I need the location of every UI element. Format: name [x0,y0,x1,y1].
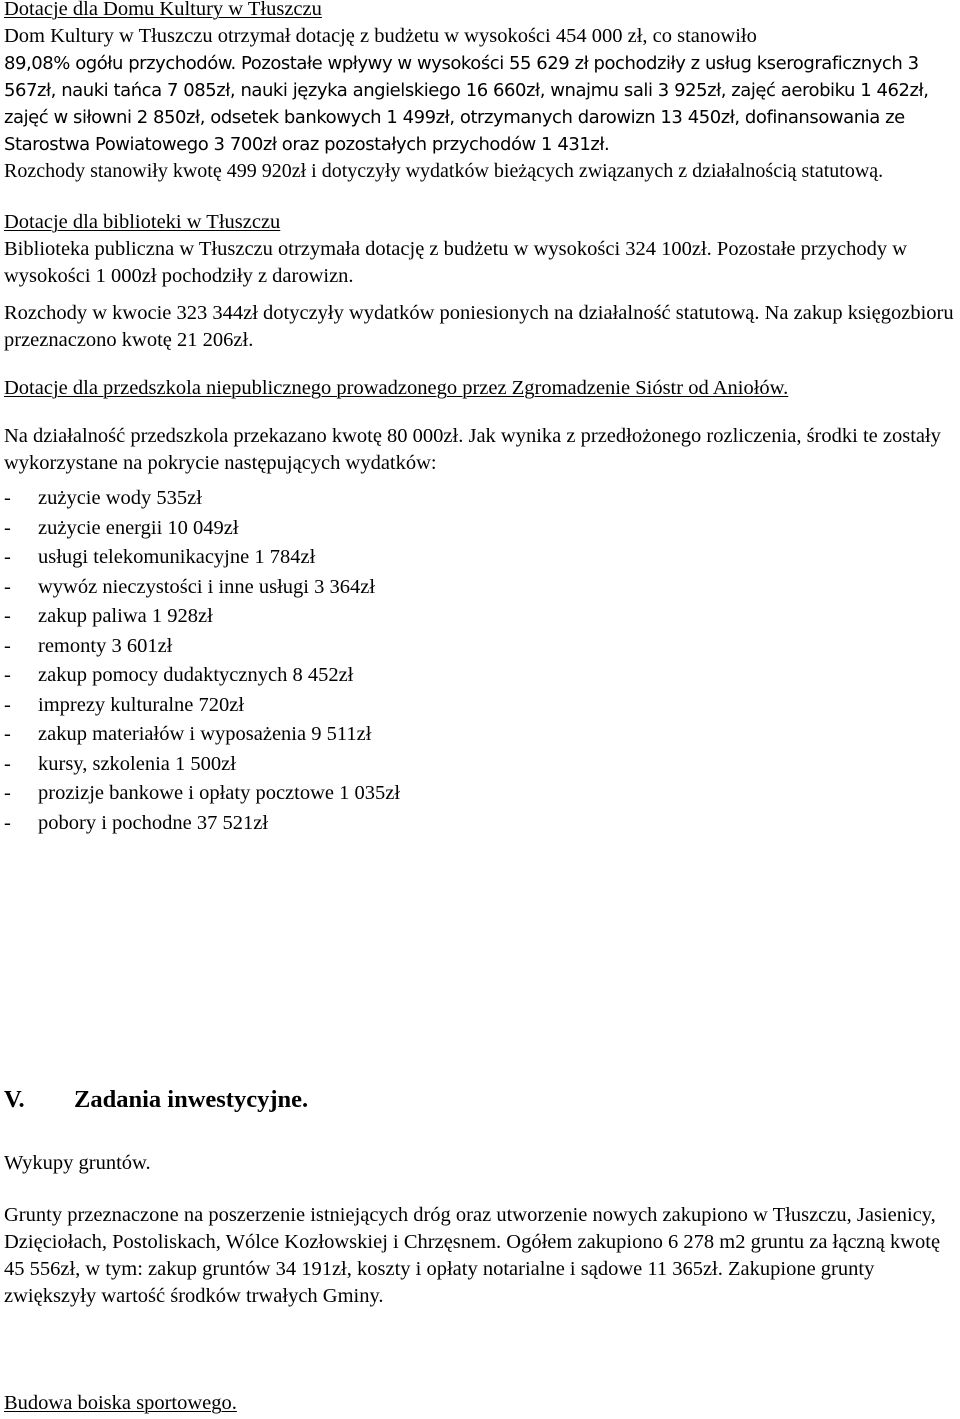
expense-item [4,779,958,809]
dash-bullet: - [4,752,11,775]
expense-item [4,720,958,750]
dash-bullet: - [4,516,11,539]
dash-bullet: - [4,664,11,686]
expense-item [4,573,958,603]
biblioteka-heading: Dotacje dla biblioteki w Tłuszczu [4,211,281,233]
grunty-section [4,1150,954,1310]
dash-bullet: - [4,546,11,568]
biblioteka-income: Biblioteka publiczna w Tłuszczu otrzymała dotację z budżetu w wysokości 324 100zł. Pozostałe przychody w wysokości 1 000zł pochodziły z darowizn. [4,238,908,287]
przedszkole-heading: Dotacje dla przedszkola niepublicznego prowadzonego przez Zgromadzenie Sióstr od Aniołów. [4,377,789,399]
expense-item [4,691,958,721]
expense-text: pobory i pochodne 37 521zł [38,811,269,834]
expense-item [4,514,958,544]
grunty-body: Grunty przeznaczone na poszerzenie istniejących dróg oraz utworzenie nowych zakupiono w Tłuszczu, Jasienicy, Dzięciołach, Postoliskach, Wólce Kozłowskiej i Chrzęsnem. Ogółem zakupiono 6 278 m2 gruntu za łączną kwotę 45 556zł, w tym: zakup gruntów 34 191zł, koszty i opłaty notarialne i sądowe 11 365zł. Zakupione grunty zwiększyły wartość środków trwałych Gminy. [4,1204,941,1307]
przedszkole-intro: Na działalność przedszkola przekazano kwotę 80 000zł. Jak wynika z przedłożonego rozliczenia, środki te zostały wykorzystane na pokrycie następujących wydatków: [4,425,941,474]
biblioteka-section [4,209,958,354]
expense-item [4,632,958,662]
expense-text: zakup pomocy dudaktycznych 8 452zł [38,664,354,686]
chapter-number: V. [4,1086,25,1113]
expense-text: kursy, szkolenia 1 500zł [38,752,236,775]
expense-text: zużycie wody 535zł [38,487,202,509]
boisko-heading: Budowa boiska sportowego. [4,1392,237,1414]
expense-text: imprezy kulturalne 720zł [38,693,245,716]
dash-bullet: - [4,575,11,598]
dom-kultury-lead: Dom Kultury w Tłuszczu otrzymał dotację z budżetu w wysokości 454 000 zł, co stanowiło [4,25,757,47]
expense-text: usługi telekomunikacyjne 1 784zł [38,546,316,568]
expense-text: prozizje bankowe i opłaty pocztowe 1 035zł [38,782,401,804]
dash-bullet: - [4,487,11,509]
expense-text: zakup materiałów i wyposażenia 9 511zł [38,723,372,745]
chapter-title: Zadania inwestycyjne. [74,1086,309,1113]
biblioteka-expenses: Rozchody w kwocie 323 344zł dotyczyły wydatków poniesionych na działalność statutową. Na zakup księgozbioru przeznaczono kwotę 21 206zł. [4,302,954,351]
expense-text: wywóz nieczystości i inne usługi 3 364zł [38,575,376,598]
grunty-subheading: Wykupy gruntów. [4,1152,151,1174]
expense-text: zużycie energii 10 049zł [38,516,239,539]
dom-kultury-section [4,0,958,185]
dash-bullet: - [4,693,11,716]
dash-bullet: - [4,634,11,657]
dash-bullet: - [4,605,11,627]
expense-item [4,484,958,514]
chapter-heading [4,1084,308,1116]
przedszkole-expense-list [4,484,958,838]
expense-item [4,750,958,780]
dash-bullet: - [4,811,11,834]
dom-kultury-income: 89,08% ogółu przychodów. Pozostałe wpływy w wysokości 55 629 zł pochodziły z usług kserograficznych 3 567zł, nauki tańca 7 085zł, nauki języka angielskiego 16 660zł, wnajmu sali 3 925zł, zajęć aerobiku 1 462zł, zajęć w siłowni 2 850zł, odsetek bankowych 1 499zł, otrzymanych darowizn 13 450zł, dofinansowania ze Starostwa Powiatowego 3 700zł oraz pozostałych przychodów 1 431zł. [4,53,929,155]
expense-text: remonty 3 601zł [38,634,173,657]
expense-text: zakup paliwa 1 928zł [38,605,213,627]
expense-item [4,661,958,691]
expense-item [4,543,958,573]
dash-bullet: - [4,723,11,745]
dash-bullet: - [4,782,11,804]
boisko-section [4,1390,237,1417]
dom-kultury-heading: Dotacje dla Domu Kultury w Tłuszczu [4,0,322,20]
dom-kultury-expenses: Rozchody stanowiły kwotę 499 920zł i dotyczyły wydatków bieżących związanych z działalnością statutową. [4,160,884,182]
expense-item [4,602,958,632]
przedszkole-section [4,375,958,838]
expense-item [4,809,958,839]
